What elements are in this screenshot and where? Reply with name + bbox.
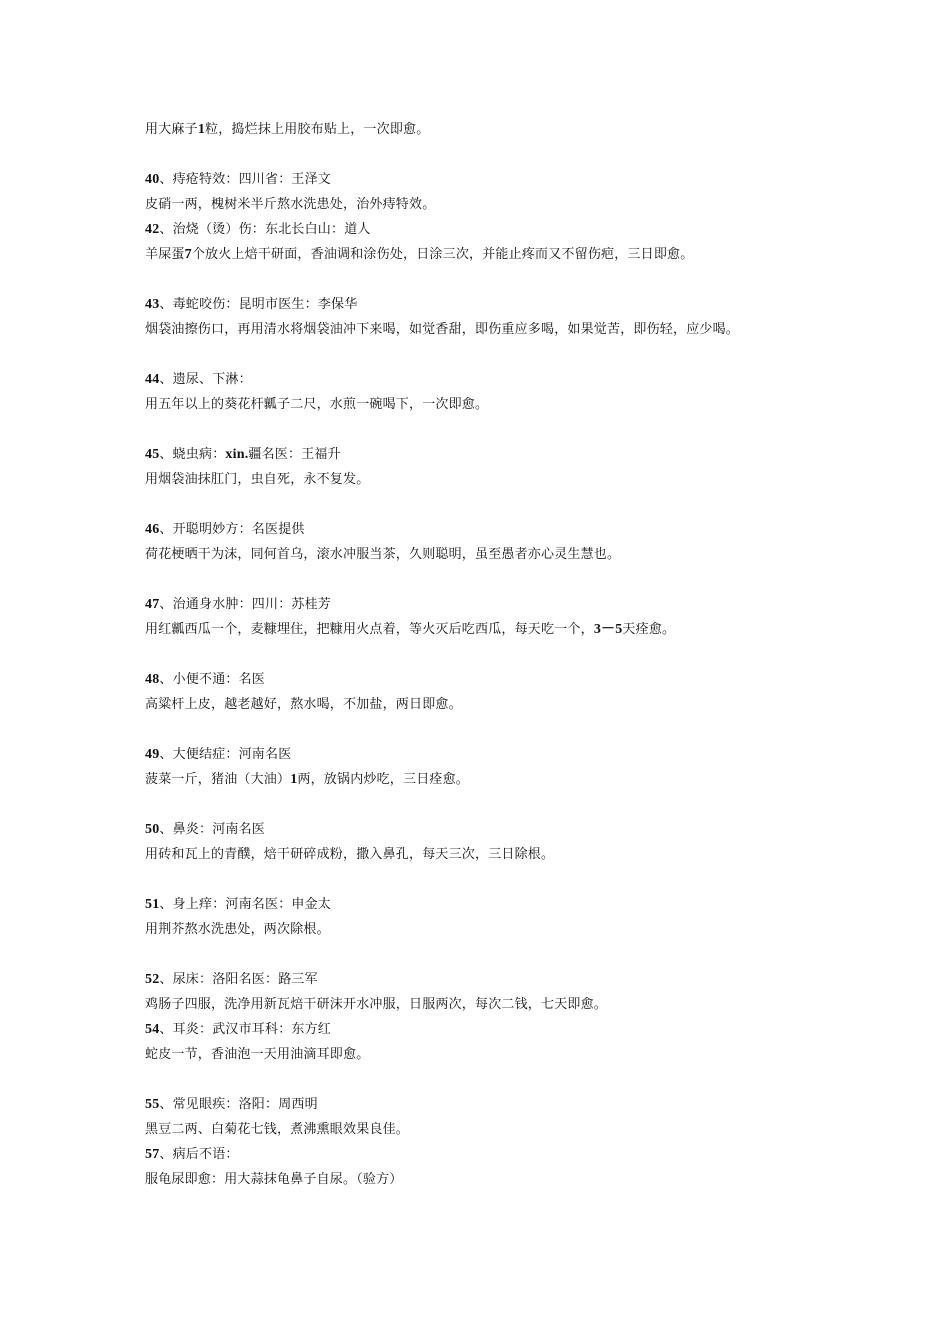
remedy-number: 43: [145, 297, 160, 312]
remedy-title: 、遗尿、下淋：: [159, 372, 252, 387]
remedy-heading: [145, 1021, 331, 1039]
text-line: [145, 121, 429, 139]
remedy-number: 51: [145, 897, 160, 912]
remedy-title: 、耳炎：武汉市耳科：东方红: [159, 1022, 332, 1037]
text-run: 粒，捣烂抹上用胶布贴上，一次即愈。: [205, 122, 430, 137]
remedy-heading: [145, 971, 318, 989]
remedy-heading: [145, 221, 371, 239]
remedy-heading: [145, 171, 331, 189]
remedy-body: [145, 921, 330, 939]
remedy-heading: [145, 371, 252, 389]
remedy-number: 50: [145, 822, 160, 837]
remedy-title: 、开聪明妙方：名医提供: [159, 522, 305, 537]
remedy-title: 、尿床：洛阳名医：路三军: [159, 972, 318, 987]
text-run: 用砖和瓦上的青醭，焙干研碎成粉，撒入鼻孔，每天三次，三日除根。: [145, 847, 555, 862]
remedy-body: [145, 196, 435, 214]
remedy-body: [145, 696, 462, 714]
remedy-number: 48: [145, 672, 160, 687]
remedy-number: 49: [145, 747, 160, 762]
remedy-title: 、蛲虫病：: [159, 447, 226, 462]
text-run-bold: 3－5: [593, 622, 623, 637]
remedy-number: 40: [145, 172, 160, 187]
remedy-title: 、痔疮特效：四川省：王泽文: [159, 172, 332, 187]
text-run: 烟袋油擦伤口，再用清水将烟袋油冲下来喝，如觉香甜，即伤重应多喝，如果觉苦，即伤轻，应少喝。: [145, 322, 740, 337]
remedy-body: [145, 246, 693, 264]
remedy-heading: [145, 596, 331, 614]
remedy-title: 、大便结症：河南名医: [159, 747, 292, 762]
remedy-heading: [145, 746, 291, 764]
text-run-bold: 1: [290, 772, 298, 787]
remedy-heading: [145, 671, 265, 689]
remedy-title: 、病后不语：: [159, 1147, 239, 1162]
remedy-heading: [145, 521, 305, 539]
remedy-heading: [145, 896, 331, 914]
remedy-body: [145, 846, 554, 864]
remedy-number: 46: [145, 522, 160, 537]
remedy-number: 52: [145, 972, 160, 987]
remedy-body: [145, 1046, 369, 1064]
remedy-title: 、治烧（烫）伤：东北长白山：道人: [159, 222, 371, 237]
remedy-body: [145, 621, 675, 639]
text-run: 鸡肠子四服，洗净用新瓦焙干研沫开水冲服，日服两次，每次二钱，七天即愈。: [145, 997, 608, 1012]
text-run: 两，放锅内炒吃，三日痊愈。: [297, 772, 470, 787]
remedy-title: 、鼻炎：河南名医: [159, 822, 266, 837]
remedy-title: 、身上痒：河南名医：申金太: [159, 897, 332, 912]
text-run: 菠菜一斤，猪油（大油）: [145, 772, 291, 787]
text-run-bold: 1: [197, 122, 206, 137]
remedy-body: [145, 396, 488, 414]
text-run: 用大麻子: [145, 122, 198, 137]
text-run-bold: 7: [184, 247, 192, 262]
remedy-title: 疆名医：王福升: [248, 447, 341, 462]
remedy-title: 、毒蛇咬伤：昆明市医生：李保华: [159, 297, 358, 312]
remedy-body: [145, 471, 369, 489]
remedy-number: 42: [145, 222, 160, 237]
remedy-number: 44: [145, 372, 160, 387]
remedy-number: 45: [145, 447, 160, 462]
text-run: 个放火上焙干研面，香油调和涂伤处，日涂三次，并能止疼而又不留伤疤，三日即愈。: [191, 247, 694, 262]
remedy-number: 55: [145, 1097, 160, 1112]
remedy-title: 、小便不通：名医: [159, 672, 266, 687]
text-run: 高粱杆上皮，越老越好，熬水喝，不加盐，两日即愈。: [145, 697, 462, 712]
text-run: 皮硝一两，槐树米半斤熬水洗患处，治外痔特效。: [145, 197, 436, 212]
text-run: 服龟尿即愈：用大蒜抹龟鼻子自尿。（验方）: [145, 1172, 403, 1187]
text-run: 天痊愈。: [622, 622, 676, 637]
text-run: 用五年以上的葵花杆瓤子二尺，水煎一碗喝下，一次即愈。: [145, 397, 489, 412]
remedy-body: [145, 996, 607, 1014]
text-run: 黑豆二两、白菊花七钱，煮沸熏眼效果良佳。: [145, 1122, 410, 1137]
remedy-heading: [145, 446, 341, 464]
remedy-body: [145, 321, 739, 339]
text-run-bold: xin.: [225, 447, 249, 462]
text-run: 用荆芥熬水洗患处，两次除根。: [145, 922, 330, 937]
text-run: 荷花梗晒干为沫，同何首乌，滚水冲服当茶，久则聪明，虽至愚者亦心灵生慧也。: [145, 547, 621, 562]
remedy-body: [145, 546, 620, 564]
remedy-number: 47: [145, 597, 160, 612]
remedy-number: 57: [145, 1147, 160, 1162]
remedy-heading: [145, 296, 357, 314]
text-run: 用烟袋油抹肛门，虫自死，永不复发。: [145, 472, 370, 487]
remedy-heading: [145, 821, 265, 839]
remedy-body: [145, 771, 469, 789]
remedy-title: 、治通身水肿：四川：苏桂芳: [159, 597, 332, 612]
remedy-heading: [145, 1096, 318, 1114]
remedy-heading: [145, 1146, 239, 1164]
text-run: 用红瓤西瓜一个，麦糠埋住，把糠用火点着，等火灭后吃西瓜，每天吃一个，: [145, 622, 594, 637]
remedy-body: [145, 1121, 409, 1139]
remedy-body: [145, 1171, 403, 1189]
remedy-number: 54: [145, 1022, 160, 1037]
text-run: 蛇皮一节，香油泡一天用油滴耳即愈。: [145, 1047, 370, 1062]
text-run: 羊屎蛋: [145, 247, 185, 262]
remedy-title: 、常见眼疾：洛阳：周西明: [159, 1097, 318, 1112]
